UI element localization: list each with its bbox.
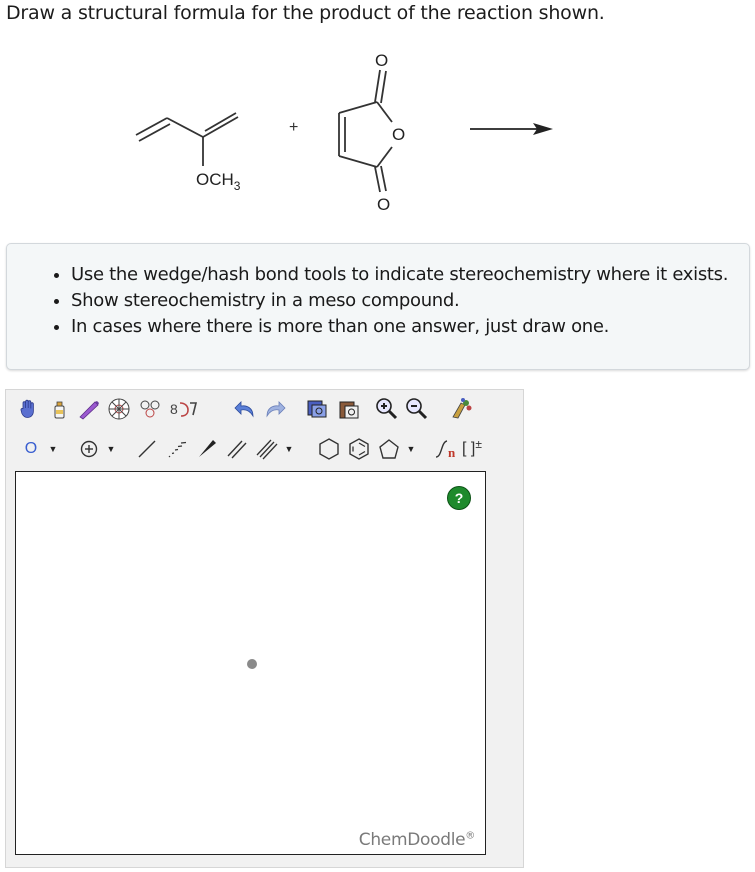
chain-icon[interactable] xyxy=(138,396,166,422)
redo-icon[interactable] xyxy=(262,396,288,422)
chemdoodle-brand: ChemDoodle® xyxy=(358,830,475,850)
instruction-item: • In cases where there is more than one answer, just draw one. xyxy=(71,314,749,340)
template-ring-icon[interactable] xyxy=(106,396,132,422)
lasso-icon[interactable] xyxy=(76,396,102,422)
paste-icon[interactable] xyxy=(336,396,362,422)
anhydride-bottom-oxygen: O xyxy=(377,195,391,214)
wedge-bond-icon[interactable] xyxy=(194,436,220,462)
svg-text:8: 8 xyxy=(170,401,178,417)
triple-bond-icon[interactable] xyxy=(254,436,280,462)
ring-dropdown-caret-icon[interactable]: ▼ xyxy=(406,444,416,454)
double-bond-icon[interactable] xyxy=(224,436,250,462)
charge-plus-icon[interactable] xyxy=(76,436,102,462)
charge-mark: ± xyxy=(475,437,482,451)
anhydride-ring-oxygen: O xyxy=(392,125,406,144)
charge-dropdown-caret-icon[interactable]: ▼ xyxy=(106,444,116,454)
diene-molecule xyxy=(136,113,238,166)
reaction-scheme xyxy=(0,35,755,230)
cyclohexane-icon[interactable] xyxy=(316,436,342,462)
instructions-list xyxy=(7,244,749,340)
bracket-icon[interactable] xyxy=(462,436,502,462)
canvas-center-dot xyxy=(247,659,257,669)
plus-sign: + xyxy=(289,119,299,136)
hand-icon[interactable] xyxy=(16,396,42,422)
question-text: Draw a structural formula for the product of the reaction shown. xyxy=(6,2,605,24)
drawing-canvas[interactable] xyxy=(15,471,486,855)
methoxy-label: $OCH_3$ xyxy=(196,170,241,193)
benzene-icon[interactable] xyxy=(346,436,372,462)
instructions-box xyxy=(6,243,750,370)
reaction-arrow xyxy=(470,123,553,135)
chain-numbered-icon[interactable] xyxy=(168,396,198,422)
clean-icon[interactable] xyxy=(448,396,474,422)
undo-icon[interactable] xyxy=(232,396,258,422)
copy-icon[interactable] xyxy=(304,396,330,422)
sgroup-icon[interactable] xyxy=(434,436,460,462)
element-o-button[interactable]: O xyxy=(24,440,38,457)
chemdoodle-sketcher xyxy=(5,389,524,868)
instruction-item: • Use the wedge/hash bond tools to indicate stereochemistry where it exists. xyxy=(71,262,749,288)
help-button[interactable]: ? xyxy=(447,486,471,510)
maleic-anhydride-molecule xyxy=(339,70,392,192)
bracket-label: [ ] xyxy=(462,440,476,457)
instruction-item: • Show stereochemistry in a meso compound. xyxy=(71,288,749,314)
eraser-bottle-icon[interactable] xyxy=(46,396,72,422)
bond-dropdown-caret-icon[interactable]: ▼ xyxy=(284,444,294,454)
element-dropdown-caret-icon[interactable]: ▼ xyxy=(48,444,58,454)
anhydride-top-oxygen: O xyxy=(375,51,389,70)
single-bond-icon[interactable] xyxy=(134,436,160,462)
zoom-in-icon[interactable] xyxy=(374,396,400,422)
cyclopentane-icon[interactable] xyxy=(376,436,402,462)
zoom-out-icon[interactable] xyxy=(404,396,430,422)
hash-bond-icon[interactable] xyxy=(164,436,190,462)
toolbar-bottom xyxy=(6,433,523,463)
toolbar-top xyxy=(6,393,523,423)
sgroup-label: n xyxy=(448,445,456,460)
